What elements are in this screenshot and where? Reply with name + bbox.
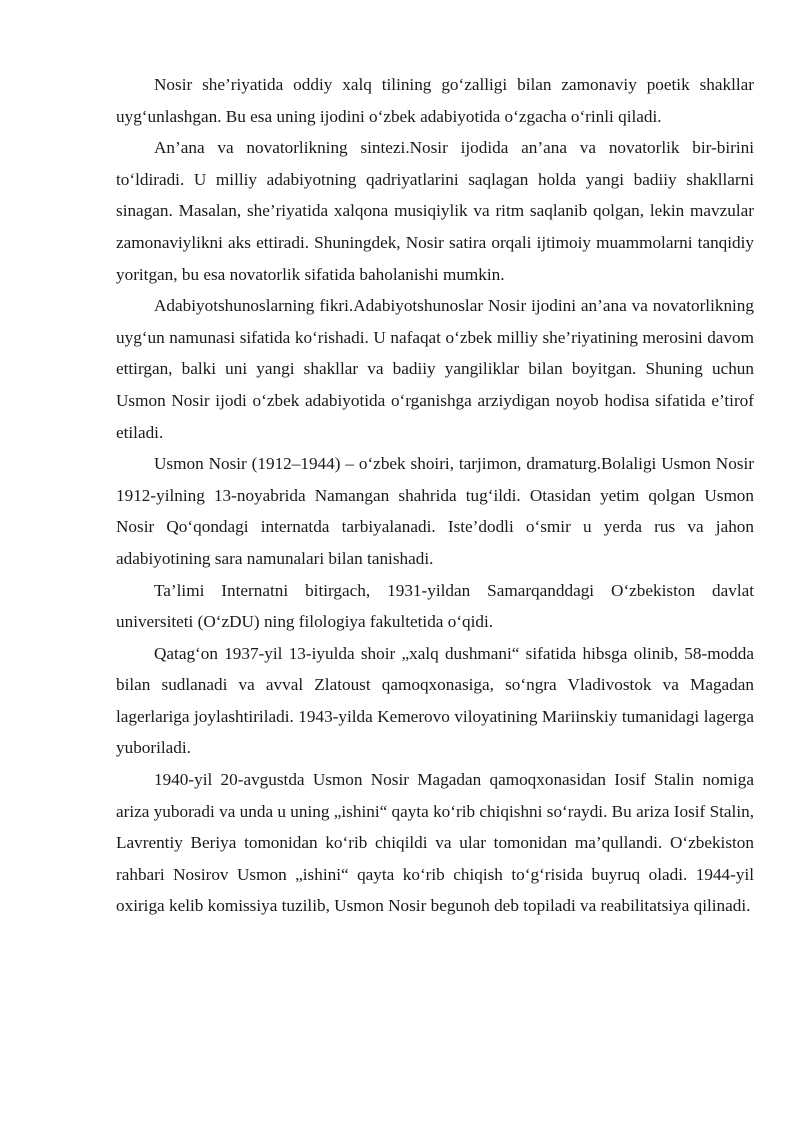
paragraph-6: Qatag‘on 1937-yil 13-iyulda shoir „xalq dushmani“ sifatida hibsga olinib, 58-modda bilan sudlanadi va avval Zlatoust qamoqxonasiga, so‘ngra Vladivostok va Magadan lagerlariga joylashtiriladi. 1943-yilda Kemerovo viloyatining Mariinskiy tumanidagi lagerga yuboriladi. [116,643,754,758]
paragraph-5: Ta’limi Internatni bitirgach, 1931-yildan Samarqanddagi O‘zbekiston davlat universiteti (O‘zDU) ning filologiya fakultetida o‘qidi. [116,580,754,632]
paragraph-3: Adabiyotshunoslarning fikri.Adabiyotshunoslar Nosir ijodini an’ana va novatorlikning uyg‘un namunasi sifatida ko‘rishadi. U nafaqat o‘zbek milliy she’riyatining merosini davom ettirgan, balki uni yangi shakllar va badiiy yangiliklar bilan boyitgan. Shuning uchun Usmon Nosir ijodi o‘zbek adabiyotida o‘rganishga arziydigan noyob hodisa sifatida e’tirof etiladi. [116,296,754,442]
paragraph-4: Usmon Nosir (1912–1944) – o‘zbek shoiri, tarjimon, dramaturg.Bolaligi Usmon Nosir 1912-yilning 13-noyabrida Namangan shahrida tug‘ildi. Otasidan yetim qolgan Usmon Nosir Qo‘qondagi internatda tarbiyalanadi. Iste’dodli o‘smir u yerda rus va jahon adabiyotining sara namunalari bilan tanishadi. [116,454,754,568]
paragraph-7: 1940-yil 20-avgustda Usmon Nosir Magadan qamoqxonasidan Iosif Stalin nomiga ariza yuboradi va unda u uning „ishini“ qayta ko‘rib chiqishni so‘raydi. Bu ariza Iosif Stalin, Lavrentiy Beriya tomonidan ko‘rib chiqildi va ular tomonidan ma’qullandi. O‘zbekiston rahbari Nosirov Usmon „ishini“ qayta ko‘rib chiqish to‘g‘risida buyruq oladi. 1944-yil oxiriga kelib komissiya tuzilib, Usmon Nosir begunoh deb topiladi va reabilitatsiya qilinadi. [116,770,754,916]
paragraph-2: An’ana va novatorlikning sintezi.Nosir ijodida an’ana va novatorlik bir-birini to‘ldiradi. U milliy adabiyotning qadriyatlarini saqlagan holda yangi badiiy shakllarni sinagan. Masalan, she’riyatida xalqona musiqiylik va ritm saqlanib qolgan, lekin mavzular zamonaviylikni aks ettiradi. Shuningdek, Nosir satira orqali ijtimoiy muammolarni tanqidiy yoritgan, bu esa novatorlik sifatida baholanishi mumkin. [116,138,754,284]
paragraph-1: Nosir she’riyatida oddiy xalq tilining go‘zalligi bilan zamonaviy poetik shakllar uyg‘unlashgan. Bu esa uning ijodini o‘zbek adabiyotida o‘zgacha o‘rinli qiladi. [116,75,754,126]
document-page [116,69,754,922]
